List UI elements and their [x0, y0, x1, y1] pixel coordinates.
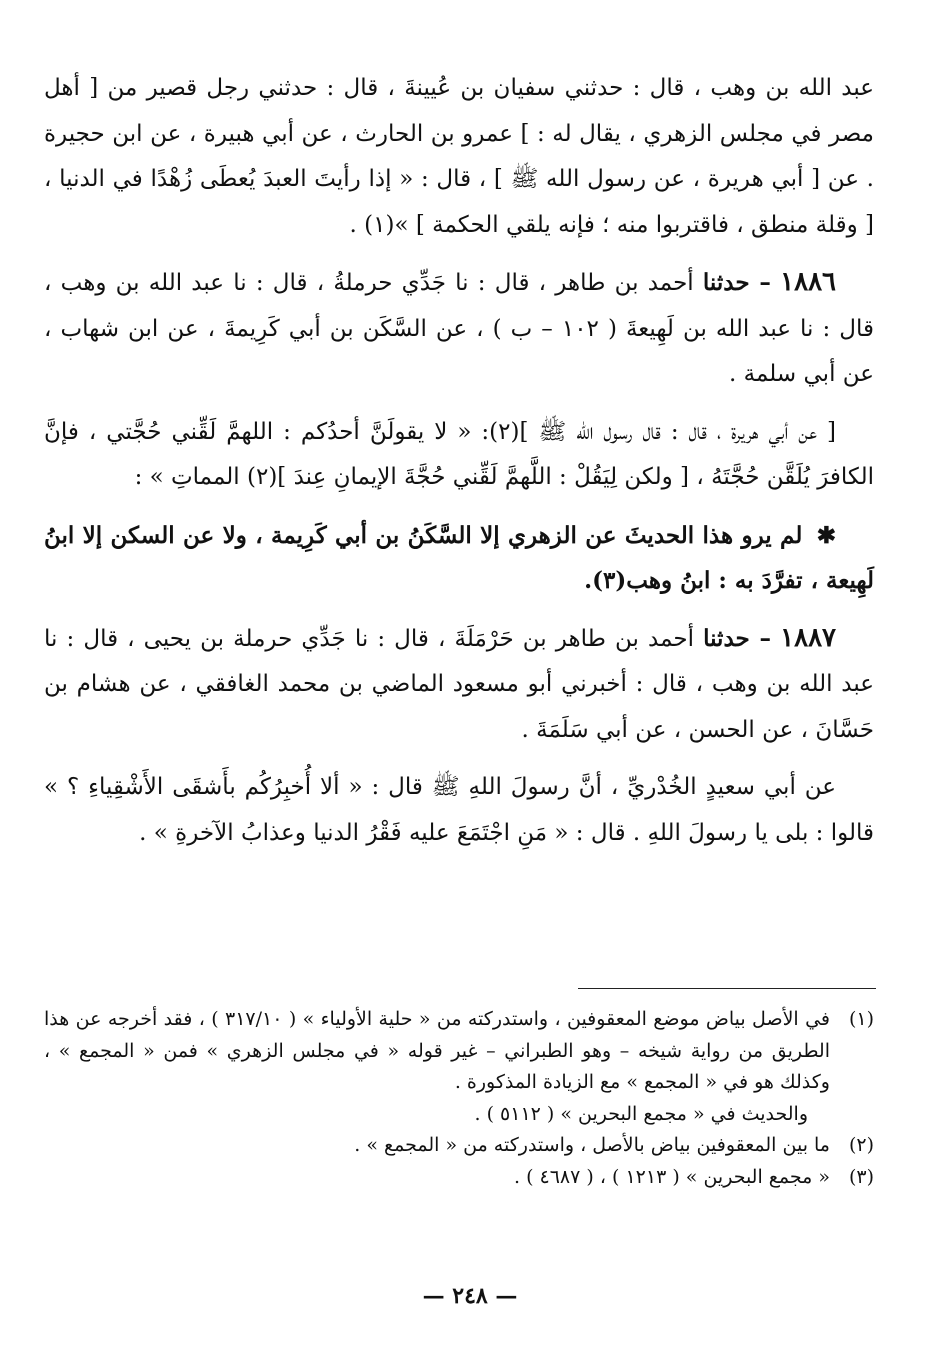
hadith-number: ١٨٨٦: [780, 267, 836, 297]
footnote-1-extra: [44, 1099, 874, 1131]
footnote-3: [44, 1162, 874, 1194]
hadith-1886: [44, 260, 874, 398]
footnote-text: في الأصل بياض موضع المعقوفين ، واستدركته من « حلية الأولياء » ( ٣١٧/١٠ ) ، فقد أخرجه عن هذا الطريق من رواية شيخه – وهو الطبراني – غير قوله « في مجلس الزهري » فمن « المجمع » ، وكذلك هو في « المجمع » مع الزيادة المذكورة .: [44, 1008, 830, 1093]
author-note: [44, 513, 874, 604]
page-number: — ٢٤٨ —: [422, 1283, 518, 1309]
hadith-number: ١٨٨٧: [780, 622, 837, 653]
footnote-text: والحديث في « مجمع البحرين » ( ٥١١٢ ) .: [474, 1102, 808, 1125]
footnote-label: (٢): [848, 1134, 874, 1156]
author-note-text: لم يرو هذا الحديثَ عن الزهري إلا السَّكَنُ بن أبي كَرِيمة ، ولا عن السكن إلا ابنُ لَهِيعة ، تفرَّدَ به : ابنُ وهب(٣).: [44, 521, 874, 594]
main-text: [44, 66, 874, 868]
footnote-label: (١): [848, 1008, 874, 1030]
hadith-intro-word: – حدثنا: [703, 624, 772, 652]
footnote-2: [44, 1130, 874, 1162]
footnote-text: ما بين المعقوفين بياض بالأصل ، واستدركته من « المجمع » .: [354, 1134, 830, 1156]
hadith-1887: [44, 616, 874, 754]
footnote-label: (٣): [848, 1165, 874, 1188]
hadith-chain: أحمد بن طاهر بن حَرْمَلَةَ ، قال : نا جَدِّي حرملة بن يحيى ، قال : نا عبد الله بن وهب ، قال : أخبرني أبو مسعود الماضي بن محمد الغافقي ، عن هشام بن حَسَّانَ ، عن الحسن ، عن أبي سَلَمَةَ .: [44, 625, 874, 743]
hadith-chain: أحمد بن طاهر ، قال : نا جَدِّي حرملةُ ، قال : نا عبد الله بن وهب ، قال : نا عبد الله بن لَهِيعةَ ( ١٠٢ – ب ) ، عن السَّكَن بن أبي كَرِيمةَ ، عن ابن شهاب ، عن أبي سلمة .: [44, 270, 874, 387]
hadith-intro-word: – حدثنا: [702, 269, 771, 296]
footnote-1: [44, 1004, 874, 1099]
asterisk-icon: ✱: [816, 521, 837, 549]
hadith-1886-matn: [ عن أبي هريرة ، قال : قال رسول الله ﷺ ](٢): « لا يقولَنَّ أحدُكم : اللهمَّ لَقِّني حُجَّتي ، فإنَّ الكافرَ يُلَقَّن حُجَّتَهُ ، [ ولكن لِيَقُلْ : اللَّهمَّ لَقِّني حُجَّةَ الإيمانِ عِندَ ](٢) المماتِ » :: [44, 418, 874, 490]
footnote-divider: [578, 988, 876, 989]
hadith-1887-matn: عن أبي سعيدٍ الخُدْريِّ ، أنَّ رسولَ اللهِ ﷺ قال : « ألا أُخبِرُكُم بأَشقَى الأَشْقِياءِ ؟ » قالوا : بلى يا رسولَ اللهِ . قال : « مَنِ اجْتَمَعَ عليه فَقْرُ الدنيا وعذابُ الآخرةِ » .: [44, 774, 874, 846]
paragraph-continuation: عبد الله بن وهب ، قال : حدثني سفيان بن عُيينةَ ، قال : حدثني رجل قصير من [ أهل مصر في مجلس الزهري ، يقال له : ] عمرو بن الحارث ، عن أبي هبيرة ، عن ابن حجيرة . عن [ أبي هريرة ، عن رسول الله ﷺ ] ، قال : « إذا رأيتَ العبدَ يُعطَى زُهْدًا في الدنيا ، [ وقلة منطق ، فاقتربوا منه ؛ فإنه يلقي الحكمة ] »(١) .: [44, 75, 874, 238]
footnotes: [44, 1004, 874, 1193]
footnote-text: « مجمع البحرين » ( ١٢١٣ ) ، ( ٤٦٨٧ ) .: [513, 1165, 830, 1188]
